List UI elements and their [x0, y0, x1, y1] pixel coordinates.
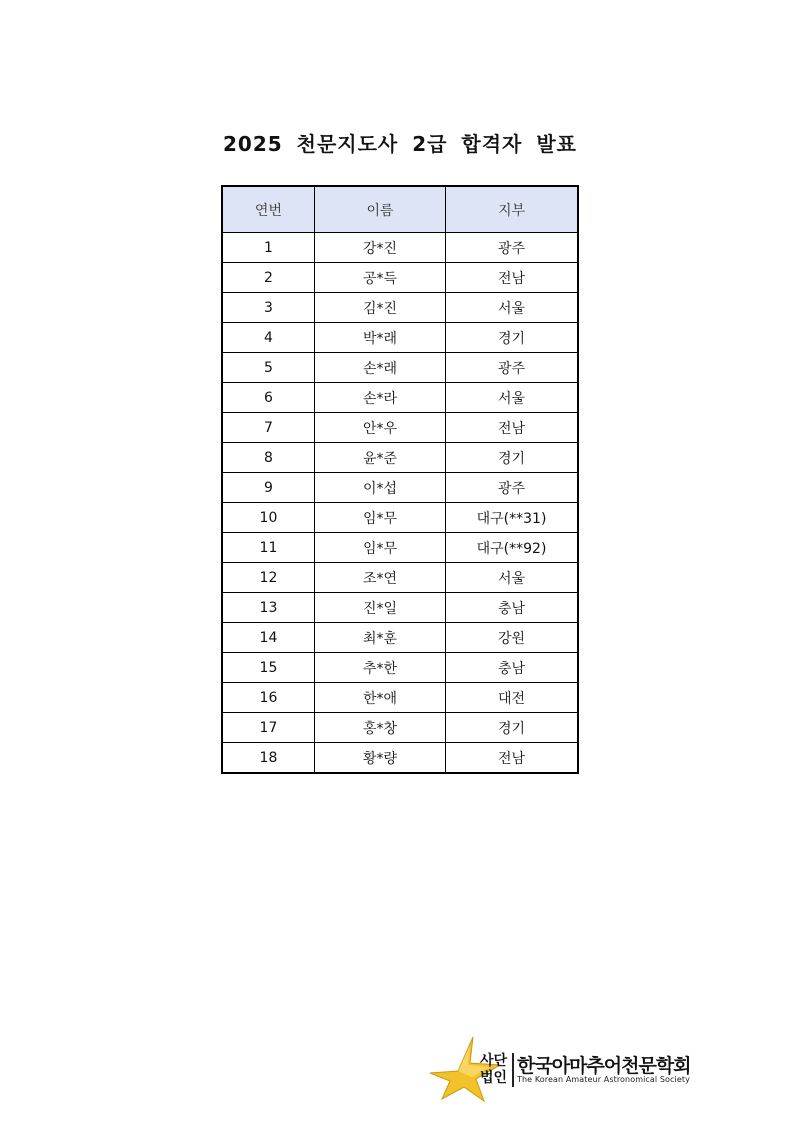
- page-title: 2025 천문지도사 2급 합격자 발표: [223, 132, 577, 156]
- society-logo: [428, 1035, 708, 1105]
- cell-name: 진*일: [314, 593, 445, 623]
- cell-number: 7: [222, 413, 314, 443]
- logo-divider: [512, 1053, 514, 1087]
- cell-number: 18: [222, 743, 314, 774]
- table-row: [222, 593, 578, 623]
- cell-branch: 서울: [446, 383, 578, 413]
- cell-branch: 전남: [446, 263, 578, 293]
- table-row: [222, 683, 578, 713]
- header-name: 이름: [314, 186, 445, 233]
- cell-branch: 충남: [446, 593, 578, 623]
- table-row: [222, 443, 578, 473]
- header-branch: 지부: [446, 186, 578, 233]
- cell-branch: 경기: [446, 443, 578, 473]
- table-row: [222, 563, 578, 593]
- cell-branch: 전남: [446, 743, 578, 774]
- society-name: 한국아마추어천문학회: [517, 1055, 691, 1077]
- cell-branch: 광주: [446, 233, 578, 263]
- cell-name: 윤*준: [314, 443, 445, 473]
- header-number: 연번: [222, 186, 314, 233]
- cell-number: 1: [222, 233, 314, 263]
- cell-branch: 강원: [446, 623, 578, 653]
- cell-branch: 경기: [446, 713, 578, 743]
- cell-branch: 서울: [446, 563, 578, 593]
- table-row: [222, 353, 578, 383]
- cell-number: 8: [222, 443, 314, 473]
- table-row: [222, 743, 578, 774]
- badge-line-1: 사단: [480, 1053, 508, 1069]
- cell-number: 11: [222, 533, 314, 563]
- table-row: [222, 323, 578, 353]
- cell-branch: 대구(**92): [446, 533, 578, 563]
- cell-number: 14: [222, 623, 314, 653]
- cell-name: 손*래: [314, 353, 445, 383]
- cell-name: 김*진: [314, 293, 445, 323]
- cell-branch: 전남: [446, 413, 578, 443]
- badge-line-2: 법인: [480, 1070, 508, 1086]
- table-row: [222, 623, 578, 653]
- cell-number: 4: [222, 323, 314, 353]
- table-row: [222, 413, 578, 443]
- table-header-row: [222, 186, 578, 233]
- cell-number: 13: [222, 593, 314, 623]
- cell-branch: 충남: [446, 653, 578, 683]
- table-row: [222, 503, 578, 533]
- cell-branch: 대전: [446, 683, 578, 713]
- cell-name: 임*무: [314, 503, 445, 533]
- society-english-name: The Korean Amateur Astronomical Society: [517, 1075, 690, 1084]
- cell-branch: 경기: [446, 323, 578, 353]
- cell-name: 강*진: [314, 233, 445, 263]
- cell-branch: 광주: [446, 473, 578, 503]
- cell-name: 조*연: [314, 563, 445, 593]
- table-row: [222, 293, 578, 323]
- cell-branch: 광주: [446, 353, 578, 383]
- cell-name: 임*무: [314, 533, 445, 563]
- table-row: [222, 233, 578, 263]
- cell-name: 손*라: [314, 383, 445, 413]
- cell-name: 추*한: [314, 653, 445, 683]
- cell-branch: 서울: [446, 293, 578, 323]
- cell-number: 15: [222, 653, 314, 683]
- cell-number: 3: [222, 293, 314, 323]
- results-table: [221, 185, 579, 774]
- table-row: [222, 653, 578, 683]
- cell-name: 황*량: [314, 743, 445, 774]
- cell-name: 한*애: [314, 683, 445, 713]
- table-row: [222, 533, 578, 563]
- table-row: [222, 713, 578, 743]
- cell-number: 6: [222, 383, 314, 413]
- cell-name: 공*득: [314, 263, 445, 293]
- cell-number: 12: [222, 563, 314, 593]
- cell-number: 9: [222, 473, 314, 503]
- cell-name: 이*섭: [314, 473, 445, 503]
- cell-number: 16: [222, 683, 314, 713]
- cell-number: 17: [222, 713, 314, 743]
- cell-name: 안*우: [314, 413, 445, 443]
- cell-name: 박*래: [314, 323, 445, 353]
- cell-number: 5: [222, 353, 314, 383]
- table-row: [222, 263, 578, 293]
- cell-name: 최*훈: [314, 623, 445, 653]
- table-row: [222, 383, 578, 413]
- corporation-badge: [480, 1053, 512, 1087]
- cell-name: 홍*창: [314, 713, 445, 743]
- cell-number: 2: [222, 263, 314, 293]
- table-row: [222, 473, 578, 503]
- cell-branch: 대구(**31): [446, 503, 578, 533]
- cell-number: 10: [222, 503, 314, 533]
